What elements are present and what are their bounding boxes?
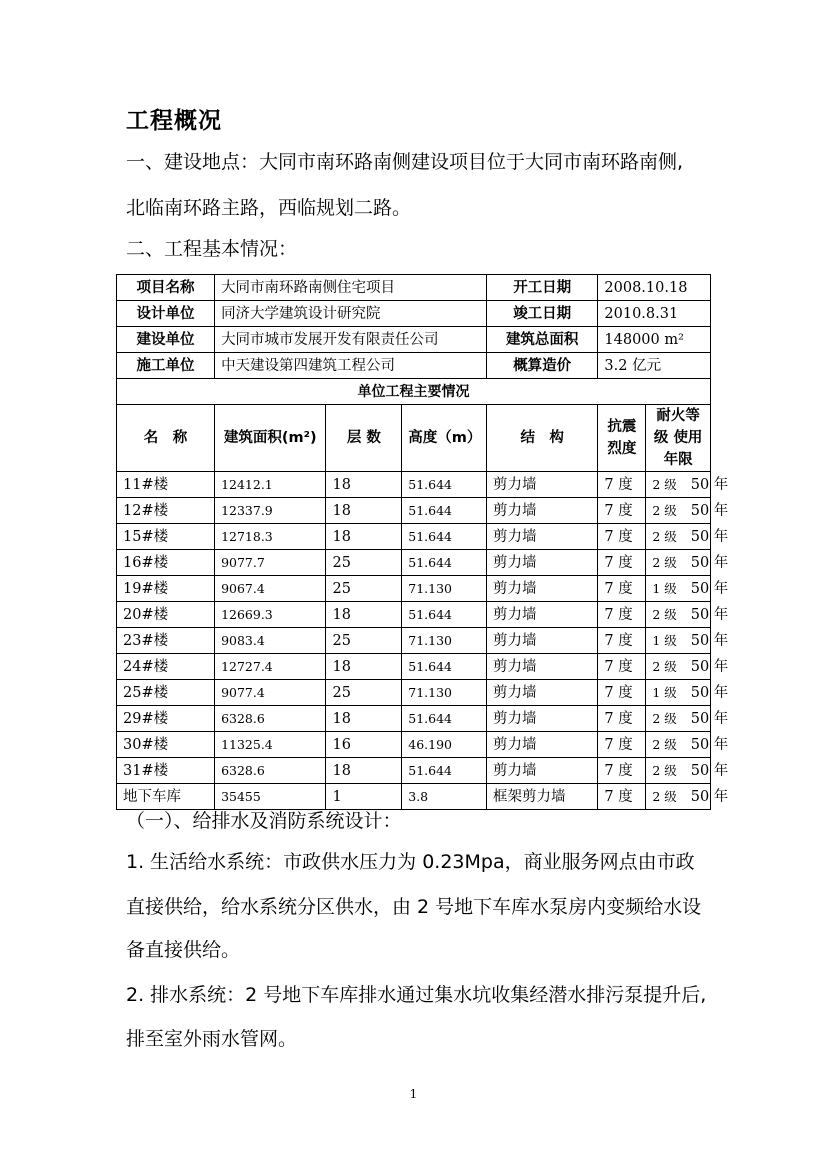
cell-seismic: 7 度 [598, 706, 646, 732]
cell-height: 51.644 [402, 758, 487, 784]
cell-name: 11#楼 [117, 472, 215, 498]
cell-floors: 25 [326, 628, 402, 654]
cell-floors: 18 [326, 706, 402, 732]
cell-structure: 剪力墙 [486, 680, 597, 706]
units-header-row [117, 405, 711, 472]
cell-life: 50 年 [690, 762, 729, 779]
cell-height: 51.644 [402, 498, 487, 524]
cell-structure: 剪力墙 [486, 550, 597, 576]
cell-fire: 1 级 [652, 580, 677, 596]
cell-seismic: 7 度 [598, 498, 646, 524]
cell-name: 23#楼 [117, 628, 215, 654]
cell-name: 29#楼 [117, 706, 215, 732]
cell-seismic: 7 度 [598, 472, 646, 498]
cell-seismic: 7 度 [598, 576, 646, 602]
water-section-heading: （一）、给排水及消防系统设计： [126, 810, 402, 832]
cell-structure: 剪力墙 [486, 498, 597, 524]
cell-fire: 1 级 [652, 684, 677, 700]
info-key: 施工单位 [117, 353, 215, 379]
cell-floors: 18 [326, 654, 402, 680]
project-info-row [117, 353, 711, 379]
site-location-line-2: 北临南环路主路，西临规划二路。 [126, 197, 412, 219]
cell-name: 30#楼 [117, 732, 215, 758]
info-value: 148000 m² [598, 327, 711, 353]
cell-life: 50 年 [690, 632, 729, 649]
cell-area: 12337.9 [215, 498, 326, 524]
cell-area: 12669.3 [215, 602, 326, 628]
cell-name: 31#楼 [117, 758, 215, 784]
cell-height: 51.644 [402, 472, 487, 498]
table-row [117, 550, 711, 576]
cell-life: 50 年 [690, 580, 729, 597]
cell-height: 51.644 [402, 524, 487, 550]
basic-info-heading: 二、工程基本情况： [126, 238, 298, 260]
cell-area: 12727.4 [215, 654, 326, 680]
cell-floors: 25 [326, 680, 402, 706]
cell-structure: 剪力墙 [486, 472, 597, 498]
cell-seismic: 7 度 [598, 680, 646, 706]
col-height-header: 高度（m） [402, 405, 487, 472]
cell-floors: 16 [326, 732, 402, 758]
cell-area: 9083.4 [215, 628, 326, 654]
table-row [117, 628, 711, 654]
cell-name: 19#楼 [117, 576, 215, 602]
project-info-row [117, 327, 711, 353]
table-row [117, 654, 711, 680]
cell-structure: 剪力墙 [486, 602, 597, 628]
table-row [117, 524, 711, 550]
table-row [117, 758, 711, 784]
table-row [117, 706, 711, 732]
cell-life: 50 年 [690, 476, 729, 493]
cell-structure: 剪力墙 [486, 628, 597, 654]
cell-height: 51.644 [402, 654, 487, 680]
info-key: 建筑总面积 [486, 327, 597, 353]
info-value: 2008.10.18 [598, 275, 711, 301]
cell-area: 35455 [215, 784, 326, 810]
cell-fire-life [646, 654, 729, 680]
cell-life: 50 年 [690, 736, 729, 753]
project-info-row [117, 275, 711, 301]
cell-life: 50 年 [690, 606, 729, 623]
cell-area: 12412.1 [215, 472, 326, 498]
cell-floors: 18 [326, 472, 402, 498]
cell-structure: 框架剪力墙 [486, 784, 597, 810]
table-row [117, 576, 711, 602]
cell-seismic: 7 度 [598, 550, 646, 576]
cell-fire-life [646, 758, 729, 784]
table-row [117, 498, 711, 524]
table-row [117, 680, 711, 706]
cell-fire-life [646, 602, 729, 628]
info-value: 中天建设第四建筑工程公司 [215, 353, 487, 379]
cell-floors: 18 [326, 758, 402, 784]
cell-floors: 18 [326, 498, 402, 524]
cell-life: 50 年 [690, 658, 729, 675]
cell-fire-life [646, 628, 729, 654]
cell-fire: 2 级 [652, 528, 677, 544]
cell-life: 50 年 [690, 684, 729, 701]
cell-area: 6328.6 [215, 706, 326, 732]
cell-name: 16#楼 [117, 550, 215, 576]
cell-name: 20#楼 [117, 602, 215, 628]
info-key: 竣工日期 [486, 301, 597, 327]
cell-fire: 2 级 [652, 554, 677, 570]
info-key: 设计单位 [117, 301, 215, 327]
cell-structure: 剪力墙 [486, 524, 597, 550]
cell-fire-life [646, 732, 729, 758]
project-info-row [117, 301, 711, 327]
cell-area: 11325.4 [215, 732, 326, 758]
cell-seismic: 7 度 [598, 524, 646, 550]
col-life-header: 使用年限 [663, 430, 703, 468]
col-name-header: 名 称 [117, 405, 215, 472]
cell-height: 71.130 [402, 628, 487, 654]
water-supply-line-1: 1. 生活给水系统：市政供水压力为 0.23Mpa，商业服务网点由市政 [126, 851, 695, 873]
page-title: 工程概况 [126, 108, 222, 134]
col-fire-header: 耐火等级 [653, 408, 700, 446]
cell-area: 9077.4 [215, 680, 326, 706]
cell-fire-life [646, 706, 729, 732]
cell-seismic: 7 度 [598, 602, 646, 628]
units-table-title: 单位工程主要情况 [117, 379, 711, 405]
cell-name: 24#楼 [117, 654, 215, 680]
info-value: 同济大学建筑设计研究院 [215, 301, 487, 327]
cell-floors: 25 [326, 550, 402, 576]
cell-seismic: 7 度 [598, 758, 646, 784]
cell-height: 3.8 [402, 784, 487, 810]
cell-height: 46.190 [402, 732, 487, 758]
cell-structure: 剪力墙 [486, 758, 597, 784]
cell-fire-life [646, 498, 729, 524]
cell-fire: 2 级 [652, 476, 677, 492]
cell-fire: 2 级 [652, 788, 677, 804]
cell-fire-life [646, 550, 729, 576]
cell-structure: 剪力墙 [486, 576, 597, 602]
col-fire-life-header [646, 405, 711, 472]
col-floors-header: 层 数 [326, 405, 402, 472]
cell-life: 50 年 [690, 710, 729, 727]
page-number: 1 [409, 1087, 418, 1101]
cell-fire: 2 级 [652, 762, 677, 778]
cell-area: 12718.3 [215, 524, 326, 550]
cell-name: 25#楼 [117, 680, 215, 706]
info-key: 项目名称 [117, 275, 215, 301]
project-info-table [116, 274, 729, 810]
cell-seismic: 7 度 [598, 732, 646, 758]
info-value: 2010.8.31 [598, 301, 711, 327]
cell-life: 50 年 [690, 528, 729, 545]
cell-structure: 剪力墙 [486, 732, 597, 758]
cell-area: 6328.6 [215, 758, 326, 784]
table-row [117, 472, 711, 498]
table-row [117, 602, 711, 628]
cell-fire-life [646, 576, 729, 602]
cell-fire: 1 级 [652, 632, 677, 648]
cell-area: 9067.4 [215, 576, 326, 602]
cell-height: 51.644 [402, 706, 487, 732]
water-supply-line-3: 备直接供给。 [126, 939, 241, 961]
cell-height: 51.644 [402, 550, 487, 576]
cell-height: 71.130 [402, 576, 487, 602]
cell-name: 15#楼 [117, 524, 215, 550]
info-value: 大同市南环路南侧住宅项目 [215, 275, 487, 301]
cell-life: 50 年 [690, 554, 729, 571]
cell-floors: 18 [326, 524, 402, 550]
cell-name: 地下车库 [117, 784, 215, 810]
cell-life: 50 年 [690, 788, 729, 805]
cell-area: 9077.7 [215, 550, 326, 576]
info-key: 开工日期 [486, 275, 597, 301]
cell-height: 51.644 [402, 602, 487, 628]
info-value: 3.2 亿元 [598, 353, 711, 379]
cell-structure: 剪力墙 [486, 654, 597, 680]
cell-floors: 18 [326, 602, 402, 628]
units-table-body [117, 472, 729, 810]
cell-seismic: 7 度 [598, 628, 646, 654]
cell-life: 50 年 [690, 502, 729, 519]
info-key: 建设单位 [117, 327, 215, 353]
cell-height: 71.130 [402, 680, 487, 706]
site-location-line-1: 一、建设地点：大同市南环路南侧建设项目位于大同市南环路南侧, [126, 151, 684, 173]
cell-seismic: 7 度 [598, 784, 646, 810]
cell-fire-life [646, 472, 729, 498]
info-value: 大同市城市发展开发有限责任公司 [215, 327, 487, 353]
cell-fire: 2 级 [652, 710, 677, 726]
col-structure-header: 结 构 [486, 405, 597, 472]
cell-fire: 2 级 [652, 606, 677, 622]
col-seismic-header: 抗震烈度 [598, 405, 646, 472]
cell-fire-life [646, 524, 729, 550]
cell-fire-life [646, 680, 729, 706]
cell-floors: 1 [326, 784, 402, 810]
cell-structure: 剪力墙 [486, 706, 597, 732]
cell-fire: 2 级 [652, 736, 677, 752]
col-area-header: 建筑面积(m²) [215, 405, 326, 472]
cell-floors: 25 [326, 576, 402, 602]
cell-name: 12#楼 [117, 498, 215, 524]
table-row [117, 732, 711, 758]
cell-fire-life [646, 784, 729, 810]
cell-fire: 2 级 [652, 502, 677, 518]
info-key: 概算造价 [486, 353, 597, 379]
water-supply-line-2: 直接供给，给水系统分区供水，由 2 号地下车库水泵房内变频给水设 [126, 896, 702, 918]
drainage-line-1: 2. 排水系统：2 号地下车库排水通过集水坑收集经潜水排污泵提升后, [126, 984, 707, 1006]
drainage-line-2: 排至室外雨水管网。 [126, 1028, 298, 1050]
table-row [117, 784, 711, 810]
cell-fire: 2 级 [652, 658, 677, 674]
cell-seismic: 7 度 [598, 654, 646, 680]
